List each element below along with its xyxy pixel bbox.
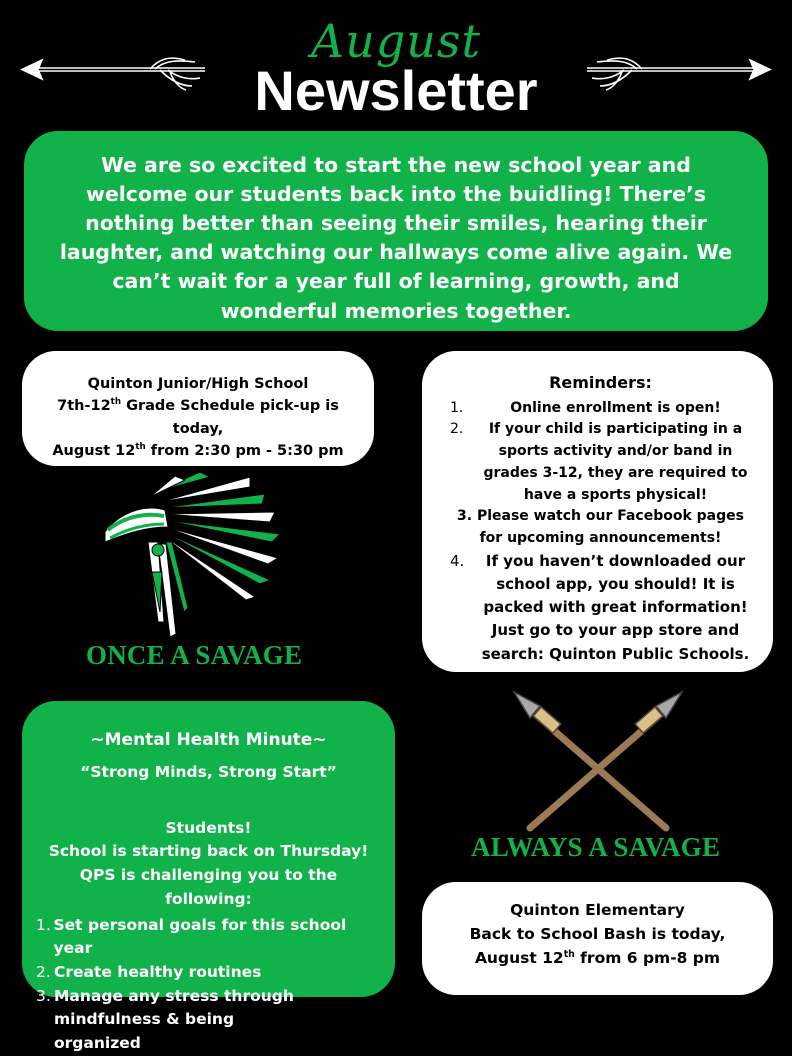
elementary-school-name: Quinton Elementary [510,901,685,919]
once-a-savage-slogan: ONCE A SAVAGE [86,640,303,670]
reminder-text: If you haven’t downloaded our school app, you should! It is packed with great information! Just go to your app store and search: Quinton Public Schools. [481,551,750,663]
reminders-list [446,398,755,666]
reminder-number: 3. [457,508,473,525]
mental-health-box [22,701,395,1053]
elementary-date-line [432,946,763,970]
intro-text: We are so excited to start the new school year and welcome our students back into the buidling! There’s nothing better than seeing their smiles, hearing their laughter, and watching our hallways come alive again. We can’t wait for a year full of learning, growth, and wonderful memories together. [59,153,733,323]
reminders-box [422,351,773,672]
reminders-title: Reminders: [549,373,652,392]
reminder-text: Please watch our Facebook pages for upcoming announcements! [476,508,744,546]
pickup-grade-text: 7th-12 [57,398,111,415]
goal-text: Set personal goals for this school year [53,915,347,958]
pickup-time-text: from 2:30 pm - 5:30 pm [145,443,344,460]
elementary-bash-box [422,882,773,995]
crossed-spears-icon [500,688,696,830]
reminder-number: 2. [450,421,464,438]
pickup-date-line [32,440,364,462]
goal-item [36,914,381,961]
elementary-time-text: from 6 pm-8 pm [574,949,721,968]
reminder-text: If your child is participating in a sports activity and/or band in grades 3-12, they are required to have a sports physical! [483,421,748,503]
headdress-icon [100,472,290,647]
august-script-title: August [310,14,481,68]
students-heading: Students! [165,818,252,837]
mental-health-line1: School is starting back on Thursday! [48,842,369,861]
reminder-item [446,419,755,506]
elementary-date-sup: th [563,948,575,960]
reminder-item [446,398,755,420]
goal-number: 3. [36,986,51,1005]
pickup-date-sup: th [135,442,146,453]
reminder-item [446,506,755,549]
reminder-text: Online enrollment is open! [510,399,721,416]
right-arrow-decoration [582,52,772,92]
goal-text: Manage any stress through mindfulness & being organized [54,986,294,1053]
goal-number: 1. [36,915,51,934]
mental-health-list [36,914,381,1056]
pickup-school-name: Quinton Junior/High School [87,376,309,392]
newsletter-title: Newsletter [254,59,538,122]
reminder-item [446,550,755,666]
always-a-savage-slogan: ALWAYS A SAVAGE [471,832,721,862]
mental-health-subtitle: “Strong Minds, Strong Start” [80,763,337,781]
elementary-event-line: Back to School Bash is today, [469,925,726,944]
intro-message-box [24,131,768,331]
mental-health-title: ~Mental Health Minute~ [90,730,327,750]
left-arrow-decoration [20,52,210,92]
pickup-grade-sup: th [110,397,122,408]
pickup-date-text: August 12 [52,443,136,460]
goal-number: 2. [36,962,51,981]
goal-item [36,985,381,1056]
schedule-pickup-box [22,351,374,466]
pickup-grade-text-2: Grade Schedule pick-up is today, [121,398,339,437]
goal-item [36,961,381,985]
pickup-grade-line [32,395,364,440]
goal-text: Create healthy routines [54,962,262,981]
reminder-number: 4. [450,551,465,570]
mental-health-line2: QPS is challenging you to the following: [79,866,338,908]
reminder-number: 1. [450,399,464,416]
elementary-date-text: August 12 [474,949,564,968]
